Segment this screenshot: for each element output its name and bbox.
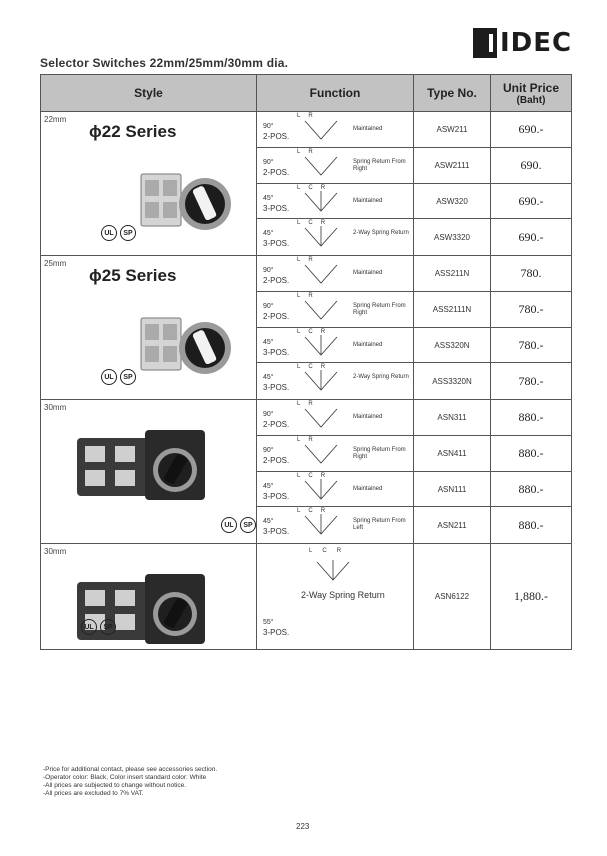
series-title: ϕ22 Series bbox=[89, 122, 177, 141]
positions-label: 2-POS. bbox=[263, 312, 290, 321]
diagram-position-letter: C bbox=[308, 364, 321, 370]
function-cell bbox=[257, 328, 414, 363]
type-number: ASS211N bbox=[414, 256, 491, 292]
type-number: ASN411 bbox=[414, 436, 491, 472]
idec-logo bbox=[473, 28, 572, 58]
function-cell bbox=[257, 292, 414, 328]
diagram-position-letter: L bbox=[297, 149, 309, 155]
csa-mark-icon: SP bbox=[240, 517, 256, 533]
footnote: -Price for additional contact, please see accessories section. bbox=[43, 766, 218, 773]
angle-label: 90° bbox=[263, 159, 274, 166]
type-number: ASW211 bbox=[414, 112, 491, 148]
angle-label: 55° bbox=[263, 619, 274, 626]
position-diagram bbox=[297, 333, 347, 359]
function-cell bbox=[257, 219, 414, 256]
type-number: ASS2111N bbox=[414, 292, 491, 328]
diagram-position-letter: C bbox=[308, 473, 321, 479]
position-diagram bbox=[309, 558, 359, 584]
switch-photo bbox=[133, 162, 243, 242]
diagram-position-letter: L bbox=[297, 364, 309, 370]
positions-label: 3-POS. bbox=[263, 204, 290, 213]
switch-photo bbox=[71, 420, 221, 515]
header-style: Style bbox=[41, 75, 257, 112]
header-currency: (Baht) bbox=[516, 94, 546, 106]
diagram-position-letter: L bbox=[297, 473, 309, 479]
certification-marks bbox=[101, 225, 136, 241]
type-number: ASN311 bbox=[414, 400, 491, 436]
angle-label: 45° bbox=[263, 230, 274, 237]
function-cell bbox=[257, 544, 414, 650]
diagram-position-letter: R bbox=[320, 508, 334, 514]
function-description: Spring Return From Right bbox=[353, 159, 406, 172]
position-diagram bbox=[297, 117, 347, 143]
diagram-position-letter: R bbox=[308, 401, 321, 407]
function-cell bbox=[257, 400, 414, 436]
function-description: Maintained bbox=[353, 270, 383, 276]
style-cell bbox=[41, 400, 257, 544]
positions-label: 2-POS. bbox=[263, 132, 290, 141]
function-description: 2-Way Spring Return bbox=[301, 590, 385, 600]
position-diagram bbox=[297, 224, 347, 250]
angle-label: 45° bbox=[263, 483, 274, 490]
type-number: ASN6122 bbox=[414, 544, 491, 650]
function-cell bbox=[257, 148, 414, 184]
function-description: Maintained bbox=[353, 126, 383, 132]
positions-label: 3-POS. bbox=[263, 628, 290, 637]
function-description: Maintained bbox=[353, 198, 383, 204]
function-cell bbox=[257, 472, 414, 507]
diagram-position-letter: L bbox=[297, 437, 309, 443]
diagram-position-letter: L bbox=[297, 401, 309, 407]
diagram-position-letter: R bbox=[308, 149, 321, 155]
angle-label: 90° bbox=[263, 447, 274, 454]
function-description: 2-Way Spring Return bbox=[353, 374, 409, 380]
unit-price: 690.- bbox=[491, 219, 572, 256]
diagram-position-letter: R bbox=[308, 257, 321, 263]
diagram-position-letter: R bbox=[336, 548, 352, 554]
csa-mark-icon: SP bbox=[120, 369, 136, 385]
positions-label: 2-POS. bbox=[263, 456, 290, 465]
diagram-position-letter: R bbox=[320, 220, 334, 226]
diagram-position-letter: L bbox=[297, 185, 309, 191]
csa-mark-icon: SP bbox=[120, 225, 136, 241]
function-cell bbox=[257, 256, 414, 292]
angle-label: 45° bbox=[263, 195, 274, 202]
function-description: Spring Return From Right bbox=[353, 447, 406, 460]
angle-label: 45° bbox=[263, 374, 274, 381]
type-number: ASN111 bbox=[414, 472, 491, 507]
unit-price: 1,880.- bbox=[491, 544, 572, 650]
style-cell bbox=[41, 112, 257, 256]
table-row bbox=[41, 256, 572, 292]
angle-label: 90° bbox=[263, 267, 274, 274]
positions-label: 3-POS. bbox=[263, 383, 290, 392]
position-diagram bbox=[297, 368, 347, 394]
size-label: 30mm bbox=[44, 403, 67, 412]
switch-photo bbox=[71, 564, 221, 650]
diagram-position-letter: R bbox=[308, 437, 321, 443]
ul-mark-icon: UL bbox=[101, 225, 117, 241]
positions-label: 2-POS. bbox=[263, 168, 290, 177]
positions-label: 2-POS. bbox=[263, 420, 290, 429]
diagram-position-letter: R bbox=[320, 185, 334, 191]
angle-label: 90° bbox=[263, 303, 274, 310]
unit-price: 780. bbox=[491, 256, 572, 292]
angle-label: 45° bbox=[263, 339, 274, 346]
position-diagram bbox=[297, 405, 347, 431]
type-number: ASW3320 bbox=[414, 219, 491, 256]
diagram-position-letter: R bbox=[320, 473, 334, 479]
diagram-position-letter: L bbox=[297, 329, 309, 335]
diagram-position-letter: L bbox=[309, 548, 323, 554]
unit-price: 880.- bbox=[491, 472, 572, 507]
size-label: 22mm bbox=[44, 115, 67, 124]
page-number: 223 bbox=[296, 822, 310, 831]
positions-label: 3-POS. bbox=[263, 239, 290, 248]
size-label: 30mm bbox=[44, 547, 67, 556]
header-unit-price-label: Unit Price bbox=[502, 80, 559, 95]
csa-mark-icon: SP bbox=[100, 619, 116, 635]
diagram-position-letter: C bbox=[308, 185, 321, 191]
style-cell bbox=[41, 544, 257, 650]
type-number: ASS320N bbox=[414, 328, 491, 363]
footnote: -All prices are subjected to change without notice. bbox=[43, 782, 187, 789]
function-cell bbox=[257, 507, 414, 544]
table-row bbox=[41, 400, 572, 436]
diagram-position-letter: C bbox=[308, 508, 321, 514]
footnotes bbox=[43, 766, 217, 798]
function-description: Spring Return From Left bbox=[353, 518, 406, 531]
header-unit-price bbox=[491, 75, 572, 112]
size-label: 25mm bbox=[44, 259, 67, 268]
diagram-position-letter: C bbox=[322, 548, 337, 554]
diagram-position-letter: C bbox=[308, 220, 321, 226]
position-diagram bbox=[297, 189, 347, 215]
unit-price: 880.- bbox=[491, 507, 572, 544]
diagram-position-letter: R bbox=[308, 113, 321, 119]
function-description: Maintained bbox=[353, 342, 383, 348]
position-diagram bbox=[297, 512, 347, 538]
angle-label: 90° bbox=[263, 411, 274, 418]
switch-photo bbox=[133, 306, 243, 386]
diagram-position-letter: R bbox=[320, 364, 334, 370]
ul-mark-icon: UL bbox=[221, 517, 237, 533]
function-description: Maintained bbox=[353, 414, 383, 420]
product-photo bbox=[71, 564, 221, 650]
ul-mark-icon: UL bbox=[101, 369, 117, 385]
diagram-position-letter: L bbox=[297, 113, 309, 119]
type-number: ASS3320N bbox=[414, 363, 491, 400]
diagram-position-letter: R bbox=[320, 329, 334, 335]
footnote: -All prices are excluded to 7% VAT. bbox=[43, 790, 144, 797]
product-photo bbox=[133, 162, 243, 247]
position-diagram bbox=[297, 261, 347, 287]
unit-price: 780.- bbox=[491, 292, 572, 328]
positions-label: 3-POS. bbox=[263, 492, 290, 501]
logo-mark bbox=[473, 28, 497, 58]
unit-price: 690.- bbox=[491, 112, 572, 148]
position-diagram bbox=[297, 153, 347, 179]
function-cell bbox=[257, 184, 414, 219]
angle-label: 45° bbox=[263, 518, 274, 525]
unit-price: 690.- bbox=[491, 184, 572, 219]
product-photo bbox=[133, 306, 243, 391]
unit-price: 690. bbox=[491, 148, 572, 184]
footnote: -Operator color: Black, Color insert standard color: White bbox=[43, 774, 207, 781]
positions-label: 2-POS. bbox=[263, 276, 290, 285]
table-header-row bbox=[41, 75, 572, 112]
certification-marks bbox=[221, 517, 256, 533]
type-number: ASN211 bbox=[414, 507, 491, 544]
position-diagram bbox=[297, 477, 347, 503]
function-description: Spring Return From Right bbox=[353, 303, 406, 316]
function-cell bbox=[257, 436, 414, 472]
logo-word: IDEC bbox=[500, 28, 573, 58]
header-function: Function bbox=[257, 75, 414, 112]
positions-label: 3-POS. bbox=[263, 527, 290, 536]
certification-marks bbox=[81, 619, 116, 635]
style-cell bbox=[41, 256, 257, 400]
function-description: 2-Way Spring Return bbox=[353, 230, 409, 236]
position-diagram bbox=[297, 297, 347, 323]
diagram-position-letter: C bbox=[308, 329, 321, 335]
diagram-position-letter: L bbox=[297, 293, 309, 299]
unit-price: 780.- bbox=[491, 328, 572, 363]
position-diagram bbox=[297, 441, 347, 467]
unit-price: 880.- bbox=[491, 436, 572, 472]
table-row bbox=[41, 112, 572, 148]
product-photo bbox=[71, 420, 221, 520]
diagram-position-letter: L bbox=[297, 508, 309, 514]
diagram-position-labels bbox=[309, 548, 351, 555]
type-number: ASW2111 bbox=[414, 148, 491, 184]
header-type-no: Type No. bbox=[414, 75, 491, 112]
function-cell bbox=[257, 363, 414, 400]
diagram-position-letter: L bbox=[297, 220, 309, 226]
angle-label: 90° bbox=[263, 123, 274, 130]
price-table bbox=[40, 74, 572, 650]
table-row bbox=[41, 544, 572, 650]
ul-mark-icon: UL bbox=[81, 619, 97, 635]
diagram-position-letter: L bbox=[297, 257, 309, 263]
unit-price: 780.- bbox=[491, 363, 572, 400]
diagram-position-letter: R bbox=[308, 293, 321, 299]
function-cell bbox=[257, 112, 414, 148]
series-title: ϕ25 Series bbox=[89, 266, 177, 285]
type-number: ASW320 bbox=[414, 184, 491, 219]
function-description: Maintained bbox=[353, 486, 383, 492]
certification-marks bbox=[101, 369, 136, 385]
page-title: Selector Switches 22mm/25mm/30mm dia. bbox=[40, 56, 289, 70]
positions-label: 3-POS. bbox=[263, 348, 290, 357]
unit-price: 880.- bbox=[491, 400, 572, 436]
